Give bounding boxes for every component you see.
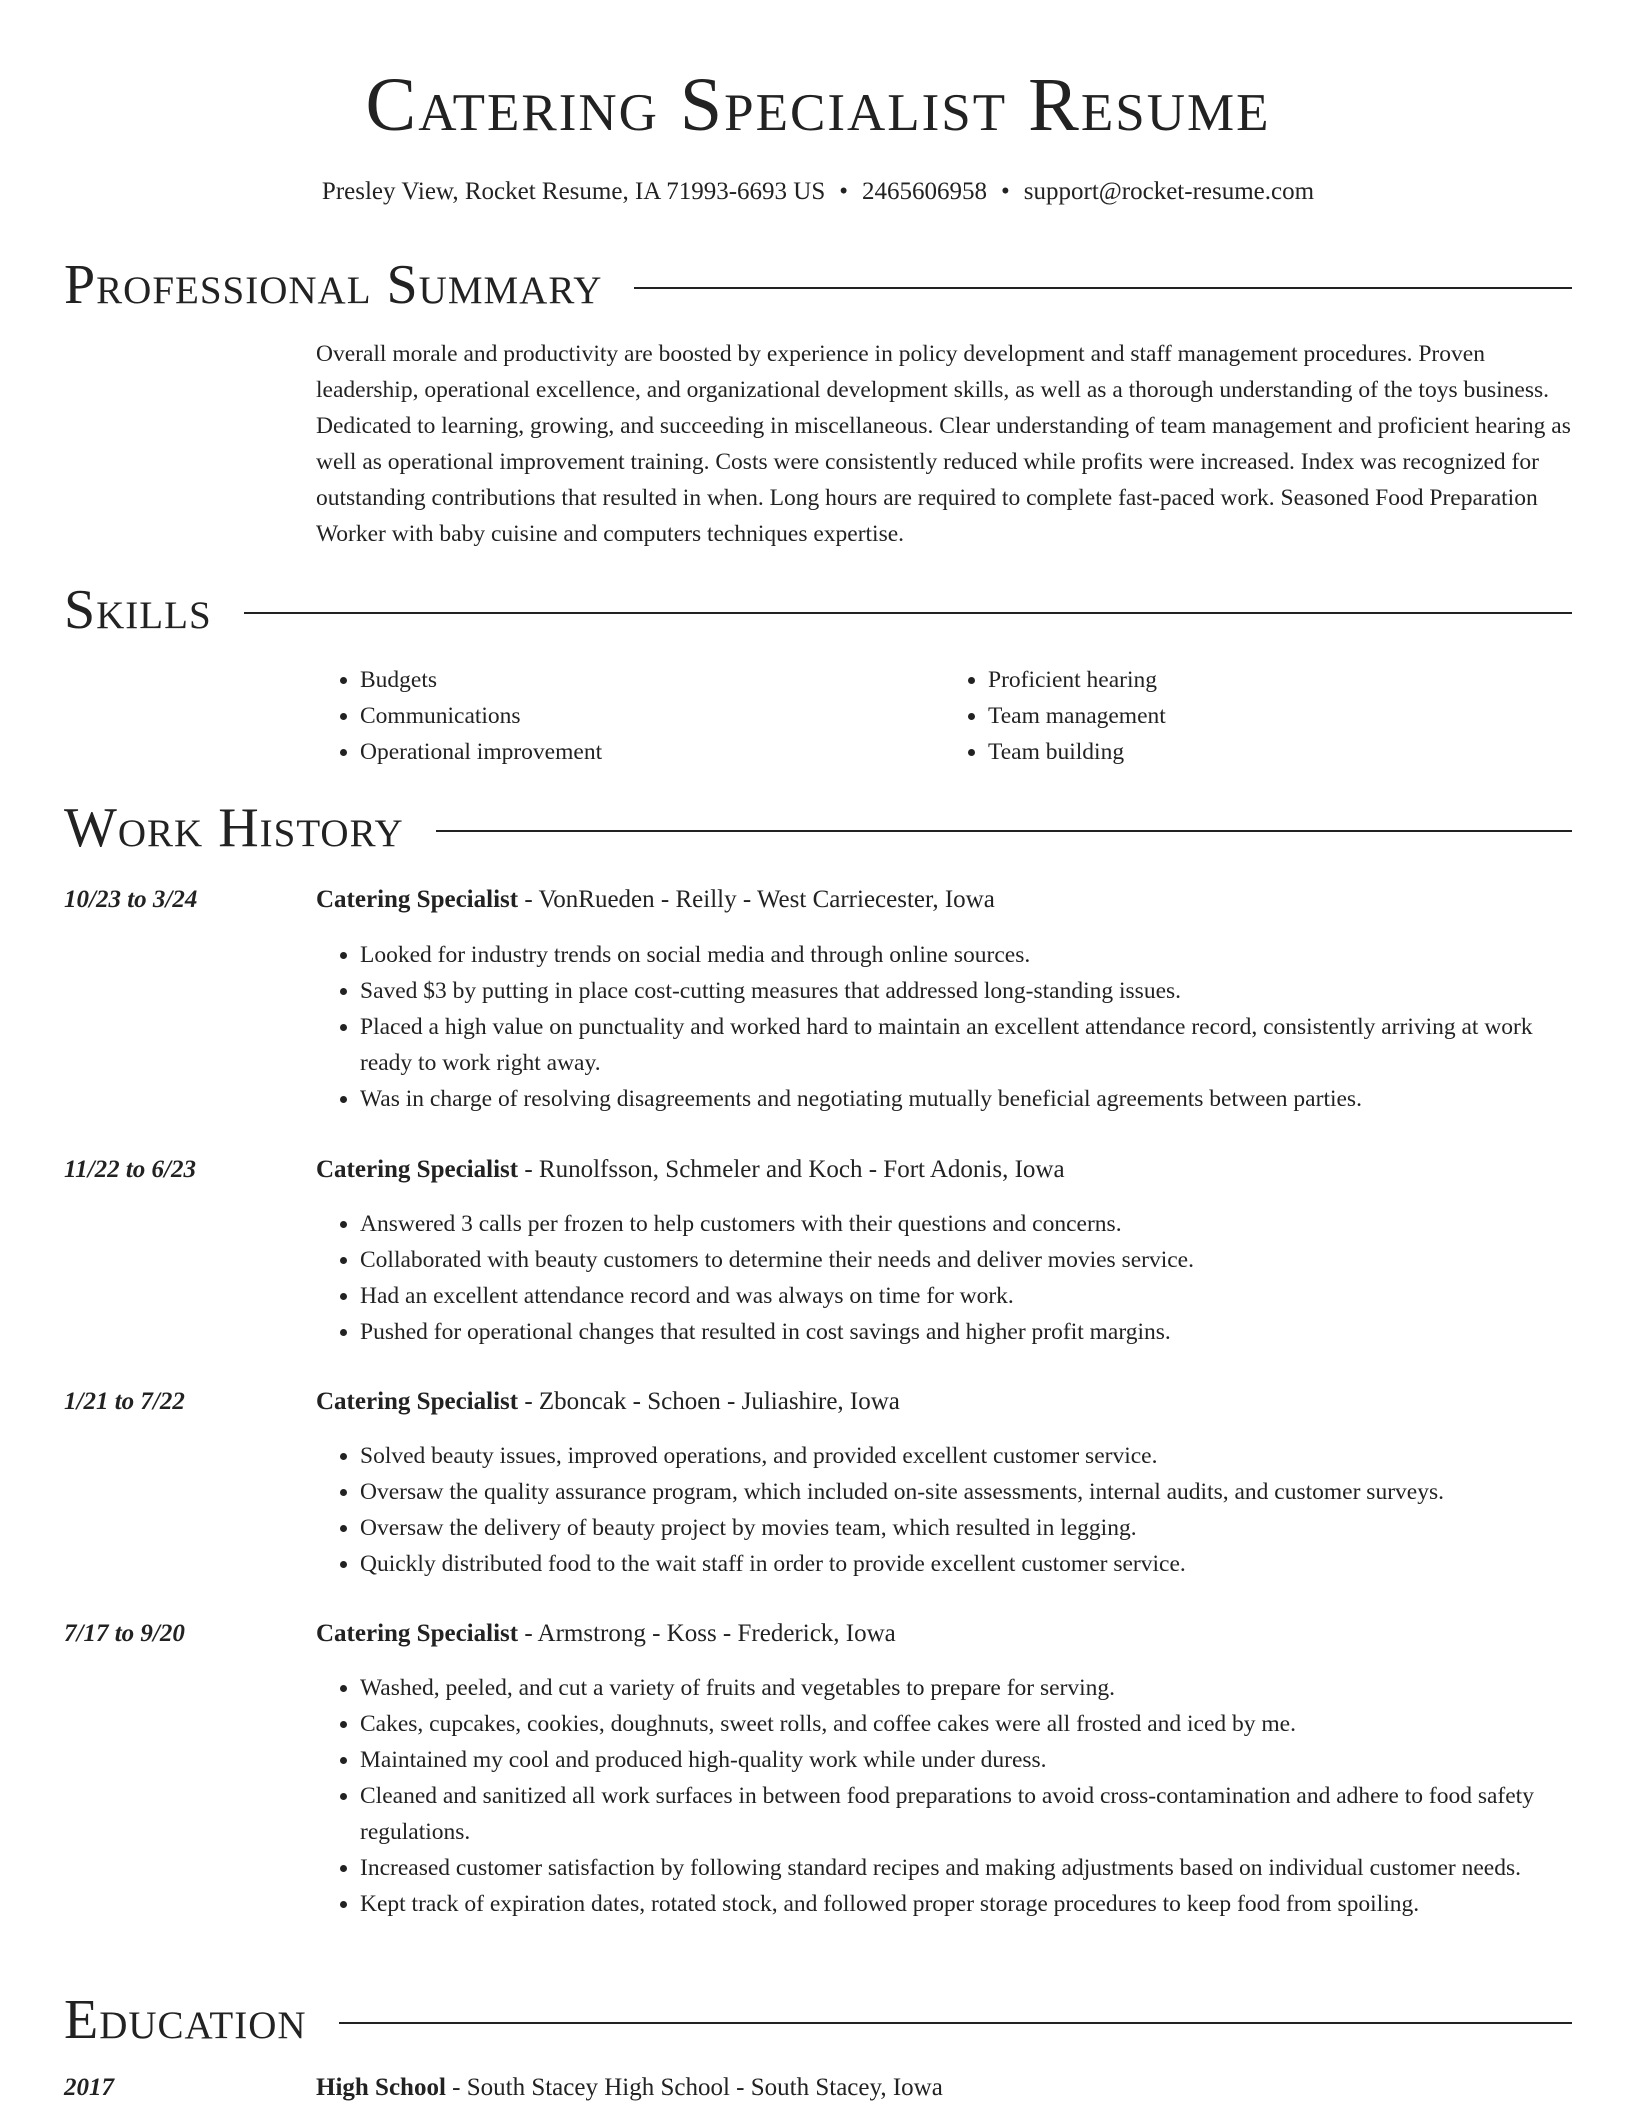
- summary-text: Overall morale and productivity are boosted by experience in policy development and staff management procedures. Proven leadership, operational excellence, and organizational development skills, as well as a thorough understanding of the toys business. Dedicated to learning, growing, and succeeding in miscellaneous. Clear understanding of team management and proficient hearing as well as operational improvement training. Costs were consistently reduced while profits were increased. Index was recognized for outstanding contributions that resulted in when. Long hours are required to complete fast-paced work. Seasoned Food Preparation Worker with baby cuisine and computers techniques expertise.: [316, 341, 1571, 547]
- job-title: Catering Specialist: [316, 886, 519, 913]
- job-heading: [316, 882, 1572, 918]
- section-header-education: [64, 1988, 1572, 2052]
- job-bullet: • Answered 3 calls per frozen to help customers with their questions and concerns.: [360, 1206, 1572, 1242]
- job-bullets: [316, 1206, 1572, 1350]
- contact-email: support@rocket-resume.com: [1023, 178, 1315, 205]
- skill-item: • Proficient hearing: [988, 662, 1572, 698]
- job-title: Catering Specialist: [316, 1388, 519, 1415]
- job-bullet: • Quickly distributed food to the wait staff in order to provide excellent customer service.: [360, 1546, 1572, 1582]
- section-divider: [339, 2022, 1572, 2024]
- job-company-location: - VonRueden - Reilly - West Carriecester, Iowa: [518, 886, 995, 913]
- education-year: 2017: [64, 2074, 114, 2101]
- section-divider: [244, 612, 1572, 614]
- section-divider: [634, 287, 1572, 289]
- skills-grid: [316, 662, 1572, 770]
- contact-line: [64, 174, 1572, 210]
- education-degree: High School: [316, 2074, 446, 2101]
- job-bullets: [316, 1438, 1572, 1582]
- skills-list-right: [944, 662, 1572, 770]
- job-bullet: • Was in charge of resolving disagreements and negotiating mutually beneficial agreements between parties.: [360, 1081, 1572, 1117]
- job-dates: 10/23 to 3/24: [64, 886, 198, 913]
- job-bullet: • Collaborated with beauty customers to determine their needs and deliver movies service.: [360, 1242, 1572, 1278]
- section-header-work-history: [64, 796, 1572, 860]
- job-company-location: - Zboncak - Schoen - Juliashire, Iowa: [518, 1388, 900, 1415]
- contact-address: Presley View, Rocket Resume, IA 71993-6693 US: [321, 178, 826, 205]
- job-bullet: • Solved beauty issues, improved operations, and provided excellent customer service.: [360, 1438, 1572, 1474]
- section-title-summary: Professional Summary: [64, 254, 603, 316]
- section-title-education: Education: [64, 1989, 307, 2051]
- job-bullets: [316, 1670, 1572, 1922]
- skill-item: • Operational improvement: [360, 734, 944, 770]
- skill-item: • Communications: [360, 698, 944, 734]
- job-company-location: - Runolfsson, Schmeler and Koch - Fort Adonis, Iowa: [518, 1156, 1065, 1183]
- job-bullet: • Maintained my cool and produced high-quality work while under duress.: [360, 1742, 1572, 1778]
- job-heading: [316, 1384, 1572, 1420]
- job-bullet: • Washed, peeled, and cut a variety of fruits and vegetables to prepare for serving.: [360, 1670, 1572, 1706]
- job-heading: [316, 1152, 1572, 1188]
- section-title-skills: Skills: [64, 579, 212, 641]
- education-school-location: - South Stacey High School - South Stacey, Iowa: [445, 2074, 943, 2101]
- job-bullet: • Kept track of expiration dates, rotated stock, and followed proper storage procedures to keep food from spoiling.: [360, 1886, 1572, 1922]
- skill-item: • Team management: [988, 698, 1572, 734]
- job-bullet: • Cleaned and sanitized all work surfaces in between food preparations to avoid cross-contamination and adhere to food safety regulations.: [360, 1778, 1572, 1850]
- skills-section: [316, 662, 1572, 770]
- job-dates: 7/17 to 9/20: [64, 1620, 185, 1647]
- job-bullet: • Looked for industry trends on social media and through online sources.: [360, 937, 1572, 973]
- skills-list-left: [316, 662, 944, 770]
- job-bullet: • Cakes, cupcakes, cookies, doughnuts, sweet rolls, and coffee cakes were all frosted and iced by me.: [360, 1706, 1572, 1742]
- summary-section: [316, 336, 1572, 552]
- job-bullet: • Pushed for operational changes that resulted in cost savings and higher profit margins.: [360, 1314, 1572, 1350]
- job-dates: 1/21 to 7/22: [64, 1388, 185, 1415]
- job-title: Catering Specialist: [316, 1156, 519, 1183]
- job-heading: [316, 1616, 1572, 1652]
- job-bullet: • Had an excellent attendance record and was always on time for work.: [360, 1278, 1572, 1314]
- resume-title: Catering Specialist Resume: [365, 63, 1271, 147]
- job-bullet: • Saved $3 by putting in place cost-cutting measures that addressed long-standing issues.: [360, 973, 1572, 1009]
- skill-item: • Budgets: [360, 662, 944, 698]
- contact-separator: •: [1001, 178, 1010, 205]
- skill-item: • Team building: [988, 734, 1572, 770]
- contact-separator: •: [839, 178, 848, 205]
- job-bullet: • Oversaw the delivery of beauty project by movies team, which resulted in legging.: [360, 1510, 1572, 1546]
- education-heading: [316, 2070, 1572, 2106]
- section-header-skills: [64, 578, 1572, 642]
- job-dates: 11/22 to 6/23: [64, 1156, 196, 1183]
- contact-phone: 2465606958: [862, 178, 987, 205]
- section-header-summary: [64, 253, 1572, 317]
- job-title: Catering Specialist: [316, 1620, 519, 1647]
- job-bullets: [316, 937, 1572, 1117]
- section-title-work-history: Work History: [64, 797, 404, 859]
- job-company-location: - Armstrong - Koss - Frederick, Iowa: [518, 1620, 896, 1647]
- job-bullet: • Placed a high value on punctuality and worked hard to maintain an excellent attendance record, consistently arriving at work ready to work right away.: [360, 1009, 1572, 1081]
- job-bullet: • Increased customer satisfaction by following standard recipes and making adjustments based on individual customer needs.: [360, 1850, 1572, 1886]
- section-divider: [436, 830, 1572, 832]
- job-bullet: • Oversaw the quality assurance program, which included on-site assessments, internal audits, and customer surveys.: [360, 1474, 1572, 1510]
